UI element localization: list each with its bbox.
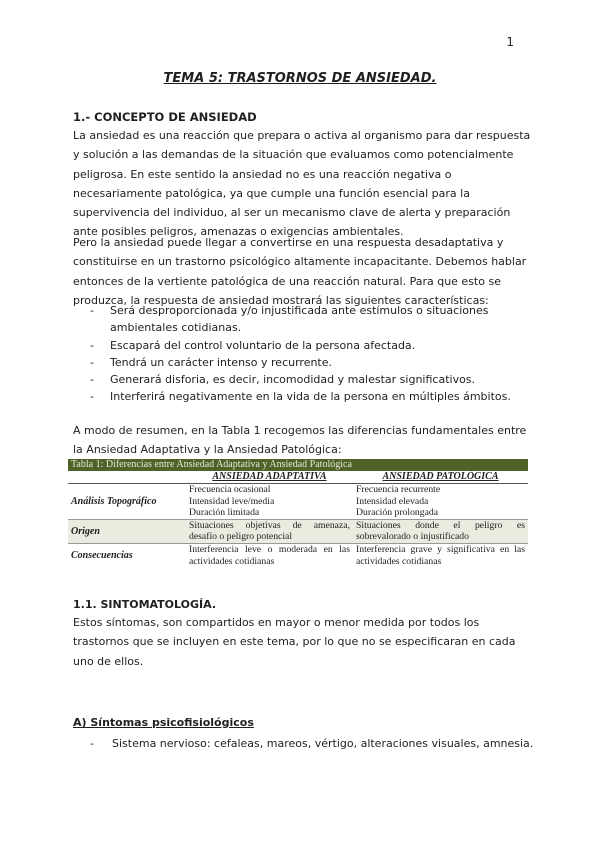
table-header-empty	[68, 471, 186, 484]
col-header-adaptive: ANSIEDAD ADAPTATIVA	[186, 471, 353, 484]
table-caption-row	[68, 459, 528, 471]
list-item: - Será desproporcionada y/o injustificada ante estímulos o situaciones ambientales cotidianas.	[90, 304, 489, 335]
table-caption: Tabla 1: Diferencias entre Ansiedad Adaptativa y Ansiedad Patológica	[68, 459, 528, 471]
list-item: - Sistema nervioso: cefaleas, mareos, vértigo, alteraciones visuales, amnesia.	[90, 737, 534, 750]
table-cell: Interferencia grave y significativa en las actividades cotidianas	[356, 543, 525, 567]
section-heading-concepto: 1.- CONCEPTO DE ANSIEDAD	[73, 110, 257, 124]
table-cell: Situaciones objetivas de amenaza, desafío o peligro potencial	[186, 519, 353, 543]
list-item: - Generará disforia, es decir, incomodidad y malestar significativos.	[90, 373, 476, 387]
list-item: - Escapará del control voluntario de la persona afectada.	[90, 338, 416, 352]
table-cell: Situaciones donde el peligro es sobrevalorado o injustificado	[353, 519, 528, 543]
row-label-origin: Origen	[68, 519, 186, 543]
table-row	[68, 543, 528, 567]
section-heading-sintomatologia: 1.1. SINTOMATOLOGÍA.	[73, 598, 217, 611]
page-number: 1	[506, 35, 514, 49]
table-cell: Interferencia leve o moderada en las actividades cotidianas	[189, 543, 350, 567]
table-cell: Frecuencia recurrente	[356, 484, 441, 495]
paragraph-summary: A modo de resumen, en la Tabla 1 recogemos las diferencias fundamentales entre la Ansiedad Adaptativa y la Ansiedad Patológica:	[73, 424, 527, 457]
list-item: - Tendrá un carácter intenso y recurrente.	[90, 355, 333, 369]
table-cell: Duración limitada	[186, 507, 353, 519]
table-cell: Intensidad leve/media	[189, 495, 275, 507]
row-label-topographic: Análisis Topográfico	[68, 484, 186, 520]
document-title: TEMA 5: TRASTORNOS DE ANSIEDAD.	[163, 71, 437, 86]
list-item: - Interferirá negativamente en la vida de la persona en múltiples ámbitos.	[90, 390, 511, 404]
table-header-row	[68, 471, 528, 484]
table-cell: Frecuencia ocasional	[189, 484, 271, 495]
paragraph-pathological: Pero la ansiedad puede llegar a convertirse en una respuesta desadaptativa y constituirse en un trastorno psicológico altamente incapacitante. Debemos hablar entonces de la vertiente patológica de una reacción natural. Para que esto se produzca, la respuesta de ansiedad mostrará las siguientes características:	[73, 236, 527, 307]
paragraph-definition: La ansiedad es una reacción que prepara o activa al organismo para dar respuesta y solución a las demandas de la situación que evaluamos como potencialmente peligrosa. En este sentido la ansiedad no es una reacción negativa o necesariamente patológica, ya que cumple una función esencial para la supervivencia del individuo, al ser un mecanismo clave de alerta y preparación ante posibles peligros, amenazas o exigencias ambientales.	[73, 129, 531, 239]
paragraph-symptoms: Estos síntomas, son compartidos en mayor o menor medida por todos los trastornos que se incluyen en este tema, por lo que no se especificaran en cada uno de ellos.	[73, 616, 516, 668]
section-heading-psychophysiological: A) Síntomas psicofisiológicos	[73, 716, 254, 729]
table-cell: Intensidad elevada	[356, 495, 429, 507]
table-row	[68, 519, 528, 543]
col-header-pathological: ANSIEDAD PATOLÓGICA	[353, 471, 528, 484]
comparison-table	[68, 459, 528, 567]
table-row	[68, 484, 528, 496]
table-cell: Duración prolongada	[353, 507, 528, 519]
characteristics-list	[90, 302, 530, 406]
row-label-consequences: Consecuencias	[71, 549, 133, 561]
